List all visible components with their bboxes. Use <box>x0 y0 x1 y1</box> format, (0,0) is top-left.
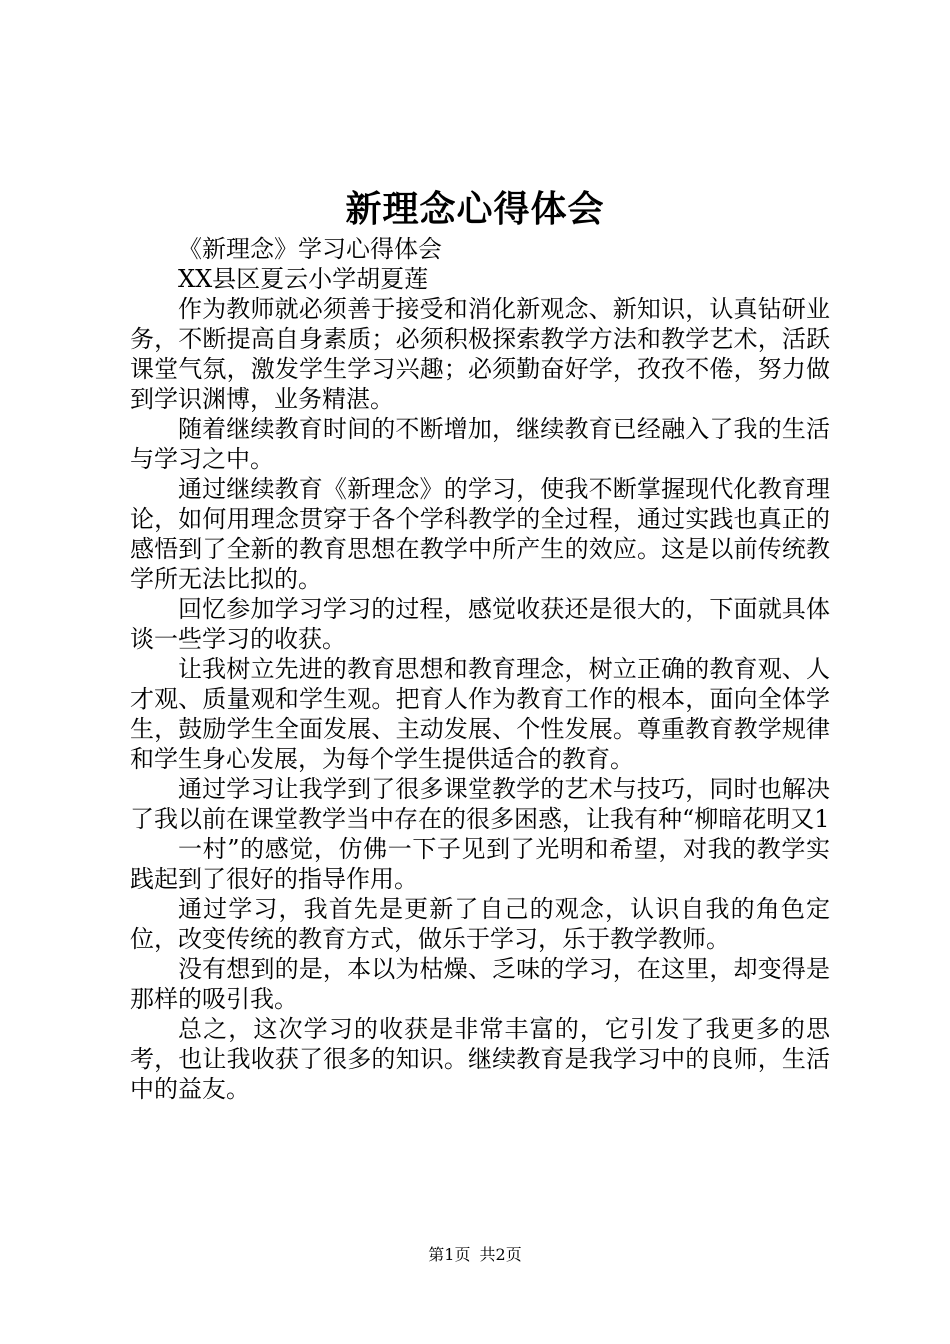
page-total: 共2页 <box>479 1245 522 1264</box>
document-author: XX县区夏云小学胡夏莲 <box>178 265 429 293</box>
paragraph: 让我树立先进的教育思想和教育理念，树立正确的教育观、人才观、质量观和学生观。把育人作为教育工作的根本，面向全体学生，鼓励学生全面发展、主动发展、个性发展。尊重教育教学规律和学生身心发展，为每个学生提供适合的教育。 <box>130 655 830 773</box>
paragraph: 通过继续教育《新理念》的学习，使我不断掌握现代化教育理论，如何用理念贯穿于各个学科教学的全过程，通过实践也真正的感悟到了全新的教育思想在教学中所产生的效应。这是以前传统教学所无法比拟的。 <box>130 475 830 593</box>
paragraph: 作为教师就必须善于接受和消化新观念、新知识，认真钻研业务，不断提高自身素质；必须积极探索教学方法和教学艺术，活跃课堂气氛，激发学生学习兴趣；必须勤奋好学，孜孜不倦，努力做到学识渊博，业务精湛。 <box>130 295 830 413</box>
paragraph: 回忆参加学习学习的过程，感觉收获还是很大的，下面就具体谈一些学习的收获。 <box>130 595 830 653</box>
document-subtitle: 《新理念》学习心得体会 <box>178 235 442 263</box>
paragraph: 通过学习，我首先是更新了自己的观念，认识自我的角色定位，改变传统的教育方式，做乐于学习，乐于教学教师。 <box>130 895 830 953</box>
page-number: 第1页 <box>428 1245 471 1264</box>
paragraph: 总之，这次学习的收获是非常丰富的，它引发了我更多的思考，也让我收获了很多的知识。继续教育是我学习中的良师，生活中的益友。 <box>130 1015 830 1103</box>
document-body <box>130 234 830 1104</box>
paragraph: 一村”的感觉，仿佛一下子见到了光明和希望，对我的教学实践起到了很好的指导作用。 <box>130 835 830 893</box>
page-footer <box>0 1243 950 1267</box>
document-title: 新理念心得体会 <box>345 188 605 230</box>
paragraph: 通过学习让我学到了很多课堂教学的艺术与技巧，同时也解决了我以前在课堂教学当中存在的很多困惑，让我有种“柳暗花明又1 <box>130 775 830 833</box>
paragraph: 随着继续教育时间的不断增加，继续教育已经融入了我的生活与学习之中。 <box>130 415 830 473</box>
paragraph: 没有想到的是，本以为枯燥、乏味的学习，在这里，却变得是那样的吸引我。 <box>130 955 830 1013</box>
